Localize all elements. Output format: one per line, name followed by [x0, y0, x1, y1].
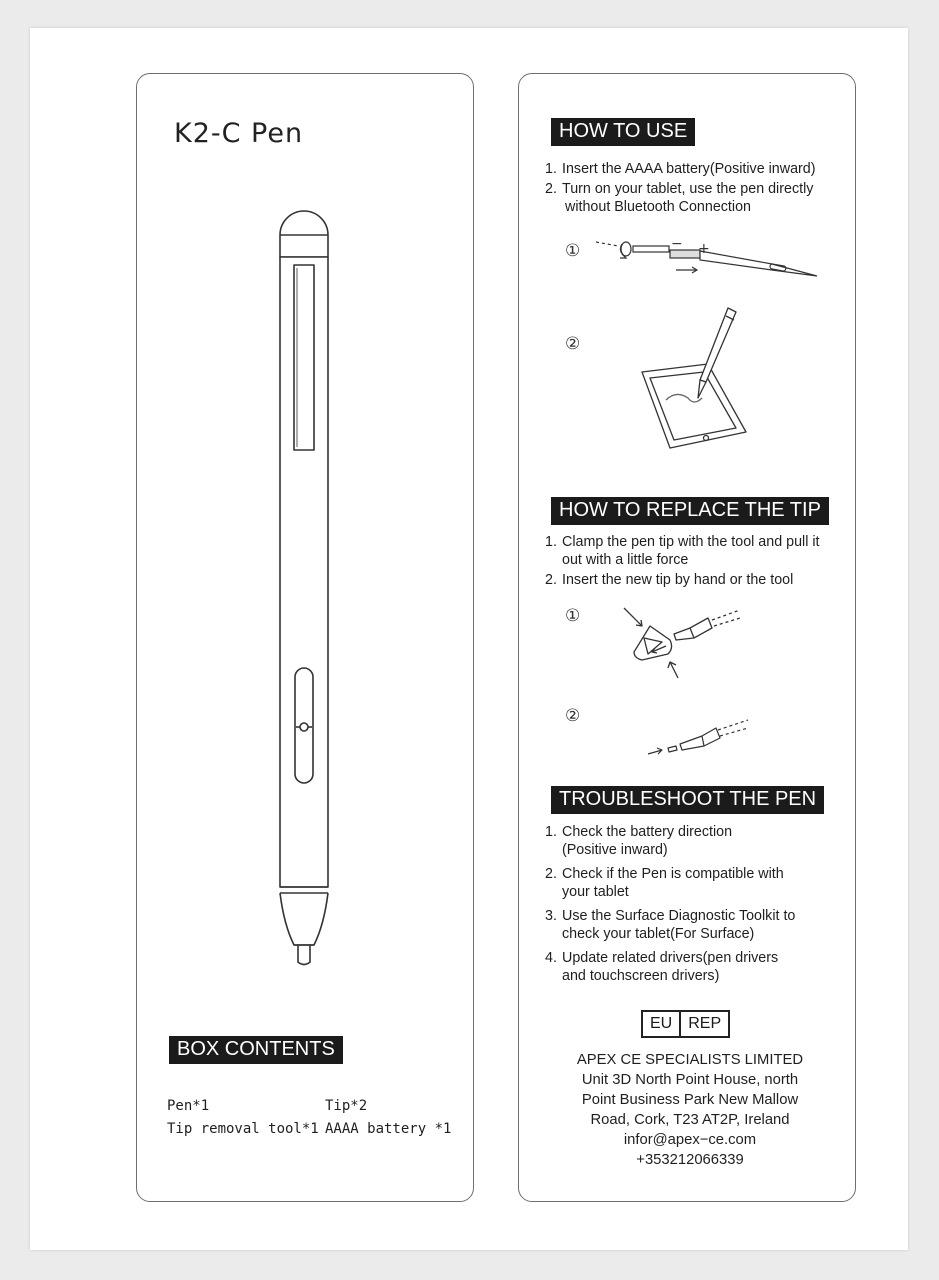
address-line-3: Road, Cork, T23 AT2P, Ireland	[590, 1112, 790, 1128]
pen-illustration	[268, 205, 340, 970]
box-item-tip-removal-tool: Tip removal tool*1	[167, 1121, 319, 1137]
battery-insert-illustration	[592, 236, 828, 286]
figure-label-tablet: ②	[565, 334, 581, 354]
box-contents-heading: BOX CONTENTS	[169, 1036, 343, 1064]
address-line-2: Point Business Park New Mallow	[581, 1092, 799, 1108]
box-item-battery: AAAA battery *1	[325, 1121, 452, 1137]
tip-insert-illustration	[646, 718, 750, 762]
address-email: infor@apex−ce.com	[623, 1132, 757, 1148]
figure-label-clamp: ①	[565, 606, 581, 626]
figure-label-insert: ②	[565, 706, 581, 726]
address-phone: +353212066339	[636, 1152, 744, 1168]
box-item-pen: Pen*1	[167, 1098, 210, 1114]
eu-rep-address	[540, 1050, 840, 1170]
replace-tip-step-1: 1. Clamp the pen tip with the tool and pull it out with a little force	[545, 534, 820, 568]
troubleshoot-step-1: 1. Check the battery direction (Positive inward)	[545, 824, 733, 858]
address-line-1: Unit 3D North Point House, north	[581, 1072, 799, 1088]
battery-minus-sign: −	[671, 236, 683, 252]
eu-rep-badge	[641, 1010, 730, 1038]
how-to-use-step-2: 2. Turn on your tablet, use the pen directly without Bluetooth Connection	[545, 181, 814, 215]
how-to-use-heading: HOW TO USE	[551, 118, 695, 146]
figure-label-battery: ①	[565, 241, 581, 261]
replace-tip-heading: HOW TO REPLACE THE TIP	[551, 497, 829, 525]
troubleshoot-heading: TROUBLESHOOT THE PEN	[551, 786, 824, 814]
eu-rep-right: REP	[679, 1012, 728, 1036]
eu-rep-left: EU	[650, 1015, 673, 1032]
battery-plus-sign: +	[698, 241, 710, 257]
troubleshoot-step-3: 3. Use the Surface Diagnostic Toolkit to check your tablet(For Surface)	[545, 908, 796, 942]
how-to-use-steps	[545, 160, 845, 216]
tablet-writing-illustration	[636, 302, 748, 454]
address-company: APEX CE SPECIALISTS LIMITED	[576, 1052, 804, 1068]
replace-tip-steps	[545, 533, 845, 589]
how-to-use-step-1: 1. Insert the AAAA battery(Positive inward)	[545, 161, 816, 177]
troubleshoot-step-4: 4. Update related drivers(pen drivers and touchscreen drivers)	[545, 950, 779, 984]
tip-removal-illustration	[620, 604, 744, 684]
box-item-tip: Tip*2	[325, 1098, 368, 1114]
replace-tip-step-2: 2. Insert the new tip by hand or the tool	[545, 572, 794, 588]
troubleshoot-step-2: 2. Check if the Pen is compatible with your tablet	[545, 866, 784, 900]
product-title: K2-C Pen	[174, 118, 304, 149]
troubleshoot-steps	[545, 823, 845, 985]
